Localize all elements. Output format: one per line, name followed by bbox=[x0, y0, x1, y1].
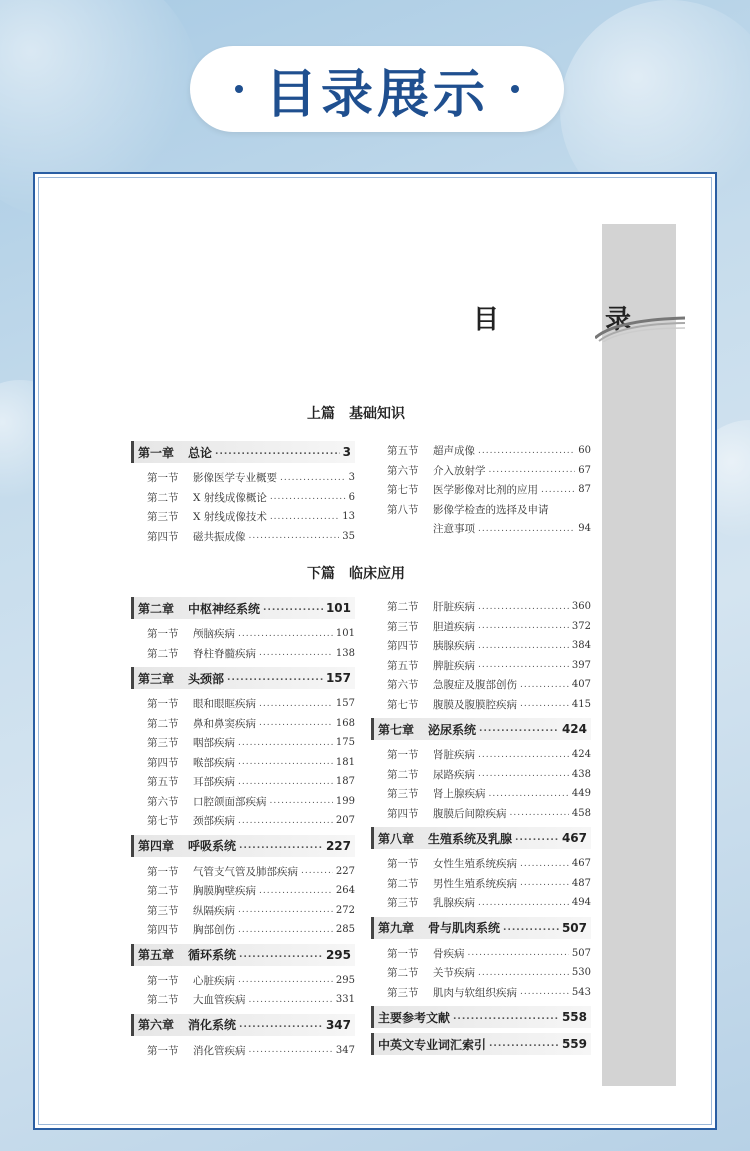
toc-entry-title: 纵隔疾病 bbox=[193, 904, 235, 917]
dot-leader bbox=[520, 699, 569, 709]
toc-page-number: 558 bbox=[561, 1010, 587, 1024]
dot-leader bbox=[478, 750, 569, 760]
dot-leader bbox=[238, 777, 333, 787]
toc-section-entry bbox=[131, 772, 355, 792]
toc-entry-title: 眼和眼眶疾病 bbox=[193, 698, 256, 711]
toc-entry-number: 第三节 bbox=[147, 737, 179, 750]
toc-page-number: 199 bbox=[335, 795, 355, 807]
toc-entry-number: 第四节 bbox=[147, 924, 179, 937]
toc-entry-title: 脊柱脊髓疾病 bbox=[193, 647, 256, 660]
toc-section-entry bbox=[371, 765, 591, 785]
banner-title: 目录展示 bbox=[264, 64, 489, 125]
toc-entry-number: 第二节 bbox=[387, 967, 419, 980]
toc-chapter-entry bbox=[131, 944, 355, 966]
toc-section-entry bbox=[131, 990, 355, 1010]
toc-entry-number: 第二节 bbox=[147, 885, 179, 898]
dot-leader bbox=[270, 492, 346, 502]
toc-entry-title: 咽部疾病 bbox=[193, 737, 235, 750]
toc-page-number: 87 bbox=[578, 484, 591, 496]
toc-page-number: 101 bbox=[335, 628, 355, 640]
toc-entry-title: 喉部疾病 bbox=[193, 756, 235, 769]
side-gray-band bbox=[602, 224, 676, 1086]
toc-page-number: 424 bbox=[571, 749, 591, 761]
toc-entry-title: 心脏疾病 bbox=[193, 974, 235, 987]
toc-entry-number: 第四节 bbox=[147, 756, 179, 769]
toc-section-entry bbox=[131, 694, 355, 714]
toc-section-entry bbox=[131, 507, 355, 527]
toc-section-entry bbox=[371, 519, 591, 539]
toc-page-number: 360 bbox=[571, 601, 591, 613]
toc-section-entry bbox=[371, 695, 591, 715]
toc-entry-number: 第三章 bbox=[138, 671, 175, 686]
toc-entry-title: 胰腺疾病 bbox=[433, 640, 475, 653]
toc-entry-number: 第四章 bbox=[138, 839, 175, 853]
dot-leader bbox=[520, 878, 569, 888]
dot-leader bbox=[478, 898, 569, 908]
toc-chapter-entry bbox=[131, 597, 355, 619]
toc-section-entry bbox=[131, 468, 355, 488]
dot-leader bbox=[453, 1012, 559, 1022]
dot-leader bbox=[270, 512, 339, 522]
toc-entry-number: 第八节 bbox=[387, 503, 419, 516]
toc-section-entry bbox=[131, 644, 355, 664]
toc-entry-title: 耳部疾病 bbox=[193, 776, 235, 789]
toc-section-entry bbox=[131, 527, 355, 547]
toc-page-number: 157 bbox=[335, 698, 355, 710]
toc-entry-title: 泌尿系统 bbox=[428, 722, 477, 737]
toc-entry-title: 影像医学专业概要 bbox=[193, 472, 277, 485]
toc-entry-number: 第一节 bbox=[147, 628, 179, 641]
dot-leader bbox=[238, 757, 333, 767]
toc-entry-title: 关节疾病 bbox=[433, 967, 475, 980]
toc-section-entry bbox=[371, 963, 591, 983]
toc-chapter-entry bbox=[371, 1033, 591, 1055]
toc-entry-number: 第三节 bbox=[147, 904, 179, 917]
toc-entry-title: 医学影像对比剂的应用 bbox=[433, 484, 538, 497]
toc-chapter-entry bbox=[131, 1014, 355, 1036]
toc-entry-number: 第一节 bbox=[387, 749, 419, 762]
dot-leader bbox=[249, 1045, 333, 1055]
dot-leader bbox=[259, 886, 333, 896]
dot-leader bbox=[478, 660, 569, 670]
toc-entry-title: 注意事项 bbox=[433, 523, 475, 536]
toc-page-number: 101 bbox=[325, 601, 351, 615]
dot-leader bbox=[270, 796, 333, 806]
toc-section-entry bbox=[131, 881, 355, 901]
toc-entry-number: 第三节 bbox=[387, 986, 419, 999]
dot-leader bbox=[280, 473, 346, 483]
toc-entry-title: 主要参考文献 bbox=[378, 1010, 451, 1025]
toc-page-number: 507 bbox=[571, 947, 591, 959]
toc-entry-number: 第二节 bbox=[147, 491, 179, 504]
toc-entry-number: 第一节 bbox=[387, 947, 419, 960]
toc-entry-number: 第三节 bbox=[147, 511, 179, 524]
dot-leader bbox=[468, 948, 569, 958]
toc-entry-number: 第七章 bbox=[378, 722, 415, 737]
toc-page-number: 168 bbox=[335, 717, 355, 729]
toc-entry-title: 肾上腺疾病 bbox=[433, 788, 486, 801]
toc-page-number: 13 bbox=[342, 511, 355, 523]
toc-column-part2-left bbox=[131, 597, 355, 1060]
toc-column-part1-right bbox=[371, 441, 591, 539]
toc-section-entry bbox=[131, 624, 355, 644]
dot-leader bbox=[515, 833, 559, 843]
toc-entry-number: 第八章 bbox=[378, 831, 415, 846]
toc-section-entry bbox=[371, 441, 591, 461]
dot-leader bbox=[238, 738, 333, 748]
toc-page bbox=[33, 172, 717, 1130]
toc-entry-number: 第七节 bbox=[387, 698, 419, 711]
toc-page-number: 487 bbox=[571, 877, 591, 889]
bullet-dot-left bbox=[235, 85, 243, 93]
dot-leader bbox=[541, 485, 575, 495]
dot-leader bbox=[239, 950, 323, 960]
toc-entry-title: 女性生殖系统疾病 bbox=[433, 858, 517, 871]
toc-entry-title: 肝脏疾病 bbox=[433, 601, 475, 614]
toc-section-entry bbox=[371, 617, 591, 637]
dot-leader bbox=[478, 769, 569, 779]
toc-entry-title: 腹膜及腹膜腔疾病 bbox=[433, 698, 517, 711]
toc-page-number: 449 bbox=[571, 788, 591, 800]
toc-entry-title: 生殖系统及乳腺 bbox=[428, 831, 513, 846]
dot-leader bbox=[249, 531, 340, 541]
toc-page-number: 559 bbox=[561, 1037, 587, 1051]
dot-leader bbox=[503, 923, 559, 933]
toc-entry-title: 呼吸系统 bbox=[188, 839, 237, 853]
toc-chapter-entry bbox=[371, 718, 591, 740]
toc-entry-number: 第五节 bbox=[387, 445, 419, 458]
toc-page-number: 543 bbox=[571, 986, 591, 998]
toc-entry-title: 超声成像 bbox=[433, 445, 475, 458]
toc-entry-title: 胸膜胸壁疾病 bbox=[193, 885, 256, 898]
toc-entry-title: 中枢神经系统 bbox=[188, 601, 261, 616]
toc-page-number: 272 bbox=[335, 904, 355, 916]
toc-entry-number: 第二节 bbox=[147, 717, 179, 730]
dot-leader bbox=[478, 641, 569, 651]
dot-leader bbox=[510, 808, 569, 818]
toc-page-number: 467 bbox=[561, 831, 587, 845]
toc-entry-number: 第一章 bbox=[138, 445, 175, 460]
toc-entry-title: 急腹症及腹部创伤 bbox=[433, 679, 517, 692]
toc-page-number: 372 bbox=[571, 620, 591, 632]
dot-leader bbox=[478, 968, 569, 978]
toc-entry-title: 消化系统 bbox=[188, 1018, 237, 1032]
dot-leader bbox=[489, 789, 569, 799]
toc-entry-number: 第二节 bbox=[147, 994, 179, 1007]
toc-section-entry bbox=[131, 971, 355, 991]
toc-entry-number: 第二节 bbox=[387, 768, 419, 781]
dot-leader bbox=[479, 724, 559, 734]
toc-entry-number: 第三节 bbox=[387, 620, 419, 633]
title-banner bbox=[190, 46, 564, 132]
toc-entry-number: 第七节 bbox=[147, 815, 179, 828]
toc-page-number: 407 bbox=[571, 679, 591, 691]
toc-entry-title: 颅脑疾病 bbox=[193, 628, 235, 641]
dot-leader bbox=[520, 680, 569, 690]
toc-entry-number: 第一节 bbox=[147, 974, 179, 987]
dot-leader bbox=[238, 925, 333, 935]
dot-leader bbox=[238, 975, 333, 985]
dot-leader bbox=[520, 987, 569, 997]
toc-entry-number: 第二章 bbox=[138, 601, 175, 616]
toc-page-number: 347 bbox=[335, 1044, 355, 1056]
toc-entry-title: 中英文专业词汇索引 bbox=[378, 1037, 487, 1052]
dot-leader bbox=[478, 621, 569, 631]
toc-section-entry bbox=[131, 488, 355, 508]
toc-column-part2-right bbox=[371, 597, 591, 1060]
dot-leader bbox=[259, 718, 333, 728]
toc-page-number: 67 bbox=[578, 464, 591, 476]
toc-entry-number: 第六节 bbox=[147, 795, 179, 808]
toc-page-number: 424 bbox=[561, 722, 587, 736]
toc-column-part1-left bbox=[131, 441, 355, 546]
toc-entry-title: 胆道疾病 bbox=[433, 620, 475, 633]
toc-section-entry bbox=[131, 901, 355, 921]
toc-section-entry bbox=[371, 636, 591, 656]
toc-entry-title: 循环系统 bbox=[188, 948, 237, 962]
toc-entry-title: 介入放射学 bbox=[433, 464, 486, 477]
toc-entry-title: 肾脏疾病 bbox=[433, 749, 475, 762]
toc-section-entry bbox=[371, 874, 591, 894]
toc-page-number: 187 bbox=[335, 776, 355, 788]
toc-page-number: 415 bbox=[571, 698, 591, 710]
toc-section-entry bbox=[371, 944, 591, 964]
dot-leader bbox=[478, 602, 569, 612]
toc-entry-title: 消化管疾病 bbox=[193, 1044, 246, 1057]
toc-page-number: 507 bbox=[561, 920, 587, 935]
toc-page-number: 530 bbox=[571, 967, 591, 979]
toc-title: 目 录 bbox=[473, 305, 672, 335]
toc-entry-title: 鼻和鼻窦疾病 bbox=[193, 717, 256, 730]
toc-chapter-entry bbox=[131, 835, 355, 857]
toc-page-number: 295 bbox=[325, 947, 351, 962]
toc-entry-number: 第一节 bbox=[147, 865, 179, 878]
toc-entry-title: 头颈部 bbox=[188, 671, 225, 686]
dot-leader bbox=[238, 629, 333, 639]
toc-entry-title: 大血管疾病 bbox=[193, 994, 246, 1007]
dot-leader bbox=[263, 603, 323, 613]
dot-leader bbox=[239, 1020, 323, 1030]
toc-page-number: 227 bbox=[325, 838, 351, 853]
toc-page-number: 3 bbox=[348, 472, 355, 484]
toc-entry-title: 肌肉与软组织疾病 bbox=[433, 986, 517, 999]
toc-entry-number: 第三节 bbox=[387, 788, 419, 801]
bullet-dot-right bbox=[511, 85, 519, 93]
dot-leader bbox=[301, 866, 333, 876]
toc-section-entry bbox=[371, 656, 591, 676]
toc-section-entry bbox=[131, 1041, 355, 1061]
toc-section-entry bbox=[131, 753, 355, 773]
toc-entry-title: 影像学检查的选择及申请 bbox=[433, 503, 549, 516]
toc-page-number: 347 bbox=[325, 1017, 351, 1032]
toc-page-number: 331 bbox=[335, 994, 355, 1006]
toc-entry-number: 第四节 bbox=[387, 807, 419, 820]
dot-leader bbox=[227, 673, 323, 683]
toc-entry-number: 第四节 bbox=[387, 640, 419, 653]
toc-page-number: 6 bbox=[348, 491, 355, 503]
title-swoosh-decoration bbox=[595, 308, 685, 342]
toc-entry-number: 第二节 bbox=[387, 877, 419, 890]
toc-section-entry bbox=[131, 920, 355, 940]
toc-entry-number: 第五节 bbox=[387, 659, 419, 672]
part-heading-basic: 上篇 基础知识 bbox=[307, 406, 405, 422]
toc-entry-number: 第一节 bbox=[387, 858, 419, 871]
toc-page-number: 138 bbox=[335, 647, 355, 659]
part-heading-clinical: 下篇 临床应用 bbox=[307, 566, 405, 582]
dot-leader bbox=[239, 841, 323, 851]
toc-section-entry bbox=[371, 983, 591, 1003]
toc-chapter-entry bbox=[131, 441, 355, 463]
toc-entry-title: 总论 bbox=[188, 445, 213, 460]
toc-section-entry bbox=[131, 811, 355, 831]
dot-leader bbox=[259, 648, 333, 658]
toc-entry-title: X 射线成像概论 bbox=[193, 491, 267, 504]
toc-section-entry bbox=[131, 733, 355, 753]
toc-section-entry bbox=[371, 480, 591, 500]
toc-page-number: 458 bbox=[571, 807, 591, 819]
toc-page-number: 181 bbox=[335, 756, 355, 768]
toc-page-number: 227 bbox=[335, 865, 355, 877]
dot-leader bbox=[489, 465, 576, 475]
dot-leader bbox=[249, 995, 333, 1005]
toc-page-number: 3 bbox=[342, 445, 351, 459]
toc-entry-title: 胸部创伤 bbox=[193, 924, 235, 937]
toc-page-number: 285 bbox=[335, 924, 355, 936]
dot-leader bbox=[215, 447, 340, 457]
dot-leader bbox=[259, 699, 333, 709]
toc-chapter-entry bbox=[371, 827, 591, 849]
toc-section-entry bbox=[371, 461, 591, 481]
toc-entry-title: 骨疾病 bbox=[433, 947, 465, 960]
toc-entry-title: 腹膜后间隙疾病 bbox=[433, 807, 507, 820]
dot-leader bbox=[238, 905, 333, 915]
dot-leader bbox=[238, 816, 333, 826]
toc-page-number: 207 bbox=[335, 815, 355, 827]
toc-entry-number: 第五节 bbox=[147, 776, 179, 789]
toc-entry-number: 第六节 bbox=[387, 679, 419, 692]
toc-section-entry bbox=[131, 792, 355, 812]
toc-entry-title: 磁共振成像 bbox=[193, 530, 246, 543]
toc-page-number: 397 bbox=[571, 659, 591, 671]
toc-page-number: 157 bbox=[325, 671, 351, 685]
toc-chapter-entry bbox=[371, 917, 591, 939]
toc-page-number: 35 bbox=[342, 530, 355, 542]
toc-entry-number: 第一节 bbox=[147, 698, 179, 711]
toc-entry-title: 男性生殖系统疾病 bbox=[433, 877, 517, 890]
toc-entry-number: 第二节 bbox=[147, 647, 179, 660]
toc-page-number: 384 bbox=[571, 640, 591, 652]
toc-page-number: 60 bbox=[578, 445, 591, 457]
toc-page-number: 494 bbox=[571, 897, 591, 909]
toc-section-entry bbox=[131, 714, 355, 734]
toc-entry-title: 尿路疾病 bbox=[433, 768, 475, 781]
toc-page-number: 467 bbox=[571, 858, 591, 870]
toc-entry-number: 第一节 bbox=[147, 472, 179, 485]
toc-entry-title: 脾脏疾病 bbox=[433, 659, 475, 672]
toc-entry-number: 第二节 bbox=[387, 601, 419, 614]
toc-entry-number: 第三节 bbox=[387, 897, 419, 910]
toc-entry-number: 第四节 bbox=[147, 530, 179, 543]
toc-entry-title: X 射线成像技术 bbox=[193, 511, 267, 524]
toc-entry-title: 气管支气管及肺部疾病 bbox=[193, 865, 298, 878]
toc-page-number: 264 bbox=[335, 885, 355, 897]
toc-section-entry bbox=[371, 784, 591, 804]
toc-page-number: 175 bbox=[335, 737, 355, 749]
toc-section-entry bbox=[371, 893, 591, 913]
toc-entry-number: 第九章 bbox=[378, 921, 415, 935]
toc-chapter-entry bbox=[131, 667, 355, 689]
toc-entry-number: 第七节 bbox=[387, 484, 419, 497]
toc-chapter-entry bbox=[371, 1006, 591, 1028]
toc-entry-title: 乳腺疾病 bbox=[433, 897, 475, 910]
toc-entry-title: 口腔颌面部疾病 bbox=[193, 795, 267, 808]
toc-section-entry bbox=[371, 500, 591, 520]
toc-entry-number: 第五章 bbox=[138, 948, 175, 962]
toc-section-entry bbox=[371, 675, 591, 695]
toc-section-entry bbox=[371, 804, 591, 824]
toc-page-number: 94 bbox=[578, 523, 591, 535]
toc-entry-number: 第六章 bbox=[138, 1018, 175, 1032]
toc-entry-title: 颈部疾病 bbox=[193, 815, 235, 828]
toc-entry-number: 第六节 bbox=[387, 464, 419, 477]
toc-page-number: 438 bbox=[571, 768, 591, 780]
dot-leader bbox=[520, 859, 569, 869]
dot-leader bbox=[489, 1039, 559, 1049]
toc-section-entry bbox=[371, 597, 591, 617]
toc-page-number: 295 bbox=[335, 974, 355, 986]
toc-entry-number: 第一节 bbox=[147, 1044, 179, 1057]
dot-leader bbox=[478, 446, 575, 456]
dot-leader bbox=[478, 524, 575, 534]
toc-section-entry bbox=[371, 854, 591, 874]
toc-section-entry bbox=[371, 745, 591, 765]
toc-entry-title: 骨与肌肉系统 bbox=[428, 921, 501, 935]
toc-section-entry bbox=[131, 862, 355, 882]
